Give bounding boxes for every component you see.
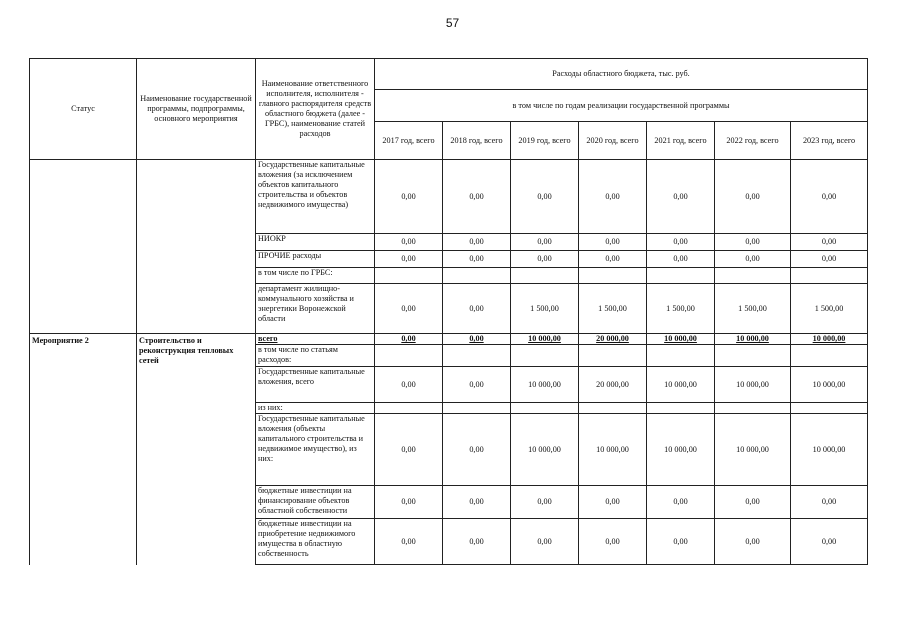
value-cell: 0,00	[511, 519, 579, 565]
value-cell: 0,00	[647, 519, 715, 565]
value-cell: 0,00	[443, 486, 511, 519]
value-cell: 10 000,00	[791, 367, 868, 403]
value-cell: 10 000,00	[511, 414, 579, 486]
value-cell	[791, 345, 868, 367]
header-by-years: в том числе по годам реализации государственной программы	[375, 90, 868, 122]
value-cell: 0,00	[579, 234, 647, 251]
value-cell: 20 000,00	[579, 334, 647, 345]
row-label: в том числе по ГРБС:	[256, 268, 375, 284]
value-cell	[791, 268, 868, 284]
value-cell: 0,00	[511, 160, 579, 234]
value-cell: 0,00	[375, 334, 443, 345]
value-cell: 0,00	[647, 234, 715, 251]
header-program: Наименование государственной программы, подпрограммы, основного мероприятия	[137, 59, 256, 160]
value-cell: 10 000,00	[511, 367, 579, 403]
row-label: Государственные капитальные вложения (объекты капитального строительства и недвижимое имущество), из них:	[256, 414, 375, 486]
program-cell	[137, 160, 256, 334]
header-expenses: Расходы областного бюджета, тыс. руб.	[375, 59, 868, 90]
value-cell	[579, 345, 647, 367]
value-cell	[715, 345, 791, 367]
value-cell: 10 000,00	[791, 334, 868, 345]
header-year: 2023 год, всего	[791, 122, 868, 160]
value-cell: 10 000,00	[791, 414, 868, 486]
value-cell: 0,00	[791, 519, 868, 565]
value-cell: 1 500,00	[579, 284, 647, 334]
row-label: всего	[256, 334, 375, 345]
value-cell: 0,00	[715, 486, 791, 519]
value-cell	[579, 403, 647, 414]
value-cell	[375, 403, 443, 414]
header-year: 2019 год, всего	[511, 122, 579, 160]
value-cell	[715, 403, 791, 414]
row-label: НИОКР	[256, 234, 375, 251]
value-cell: 0,00	[715, 234, 791, 251]
value-cell: 10 000,00	[715, 367, 791, 403]
value-cell: 0,00	[443, 160, 511, 234]
value-cell	[443, 345, 511, 367]
value-cell: 0,00	[443, 251, 511, 268]
value-cell: 1 500,00	[511, 284, 579, 334]
value-cell: 0,00	[715, 251, 791, 268]
value-cell: 0,00	[715, 160, 791, 234]
value-cell: 0,00	[791, 251, 868, 268]
row-label: департамент жилищно-коммунального хозяйства и энергетики Воронежской области	[256, 284, 375, 334]
value-cell: 10 000,00	[579, 414, 647, 486]
value-cell: 10 000,00	[647, 334, 715, 345]
budget-table	[29, 58, 868, 565]
value-cell	[511, 403, 579, 414]
value-cell: 10 000,00	[715, 334, 791, 345]
value-cell: 0,00	[647, 486, 715, 519]
value-cell: 0,00	[443, 334, 511, 345]
value-cell: 0,00	[511, 251, 579, 268]
value-cell	[647, 403, 715, 414]
row-label: бюджетные инвестиции на приобретение недвижимого имущества в областную собственность	[256, 519, 375, 565]
table-row	[30, 160, 868, 234]
value-cell: 0,00	[375, 519, 443, 565]
value-cell	[791, 403, 868, 414]
value-cell: 0,00	[511, 486, 579, 519]
value-cell: 20 000,00	[579, 367, 647, 403]
value-cell: 1 500,00	[791, 284, 868, 334]
header-status: Статус	[30, 59, 137, 160]
value-cell: 0,00	[579, 486, 647, 519]
value-cell: 1 500,00	[647, 284, 715, 334]
row-label: бюджетные инвестиции на финансирование объектов областной собственности	[256, 486, 375, 519]
value-cell: 0,00	[443, 519, 511, 565]
value-cell: 0,00	[443, 234, 511, 251]
value-cell	[647, 345, 715, 367]
value-cell: 0,00	[647, 251, 715, 268]
table-row	[30, 334, 868, 345]
value-cell: 0,00	[715, 519, 791, 565]
value-cell: 0,00	[579, 519, 647, 565]
row-label: Государственные капитальные вложения (за исключением объектов капитального строительства и объектов недвижимого имущества)	[256, 160, 375, 234]
header-year: 2022 год, всего	[715, 122, 791, 160]
row-label: из них:	[256, 403, 375, 414]
header-year: 2021 год, всего	[647, 122, 715, 160]
header-year: 2017 год, всего	[375, 122, 443, 160]
value-cell: 0,00	[375, 251, 443, 268]
value-cell: 1 500,00	[715, 284, 791, 334]
value-cell: 0,00	[375, 367, 443, 403]
row-label: Государственные капитальные вложения, всего	[256, 367, 375, 403]
value-cell: 0,00	[511, 234, 579, 251]
value-cell: 0,00	[443, 367, 511, 403]
value-cell	[511, 345, 579, 367]
value-cell	[443, 403, 511, 414]
value-cell: 0,00	[375, 486, 443, 519]
value-cell: 0,00	[375, 414, 443, 486]
value-cell: 0,00	[791, 160, 868, 234]
page-number: 57	[445, 16, 460, 30]
value-cell	[511, 268, 579, 284]
value-cell	[443, 268, 511, 284]
header-executor: Наименование ответственного исполнителя, исполнителя - главного распорядителя средств областного бюджета (далее - ГРБС), наименование статей расходов	[256, 59, 375, 160]
value-cell: 0,00	[579, 251, 647, 268]
value-cell: 0,00	[791, 234, 868, 251]
header-year: 2020 год, всего	[579, 122, 647, 160]
value-cell: 10 000,00	[647, 367, 715, 403]
value-cell: 10 000,00	[647, 414, 715, 486]
row-label: в том числе по статьям расходов:	[256, 345, 375, 367]
value-cell: 0,00	[791, 486, 868, 519]
value-cell: 0,00	[443, 414, 511, 486]
value-cell: 10 000,00	[511, 334, 579, 345]
program-cell: Строительство и реконструкция тепловых сетей	[137, 334, 256, 565]
row-label: ПРОЧИЕ расходы	[256, 251, 375, 268]
header-year: 2018 год, всего	[443, 122, 511, 160]
value-cell	[375, 345, 443, 367]
value-cell	[647, 268, 715, 284]
value-cell: 0,00	[375, 284, 443, 334]
value-cell: 0,00	[375, 234, 443, 251]
status-cell	[30, 160, 137, 334]
status-cell: Мероприятие 2	[30, 334, 137, 565]
value-cell: 0,00	[579, 160, 647, 234]
value-cell: 0,00	[647, 160, 715, 234]
value-cell: 0,00	[375, 160, 443, 234]
value-cell	[579, 268, 647, 284]
value-cell: 0,00	[443, 284, 511, 334]
value-cell: 10 000,00	[715, 414, 791, 486]
value-cell	[715, 268, 791, 284]
value-cell	[375, 268, 443, 284]
